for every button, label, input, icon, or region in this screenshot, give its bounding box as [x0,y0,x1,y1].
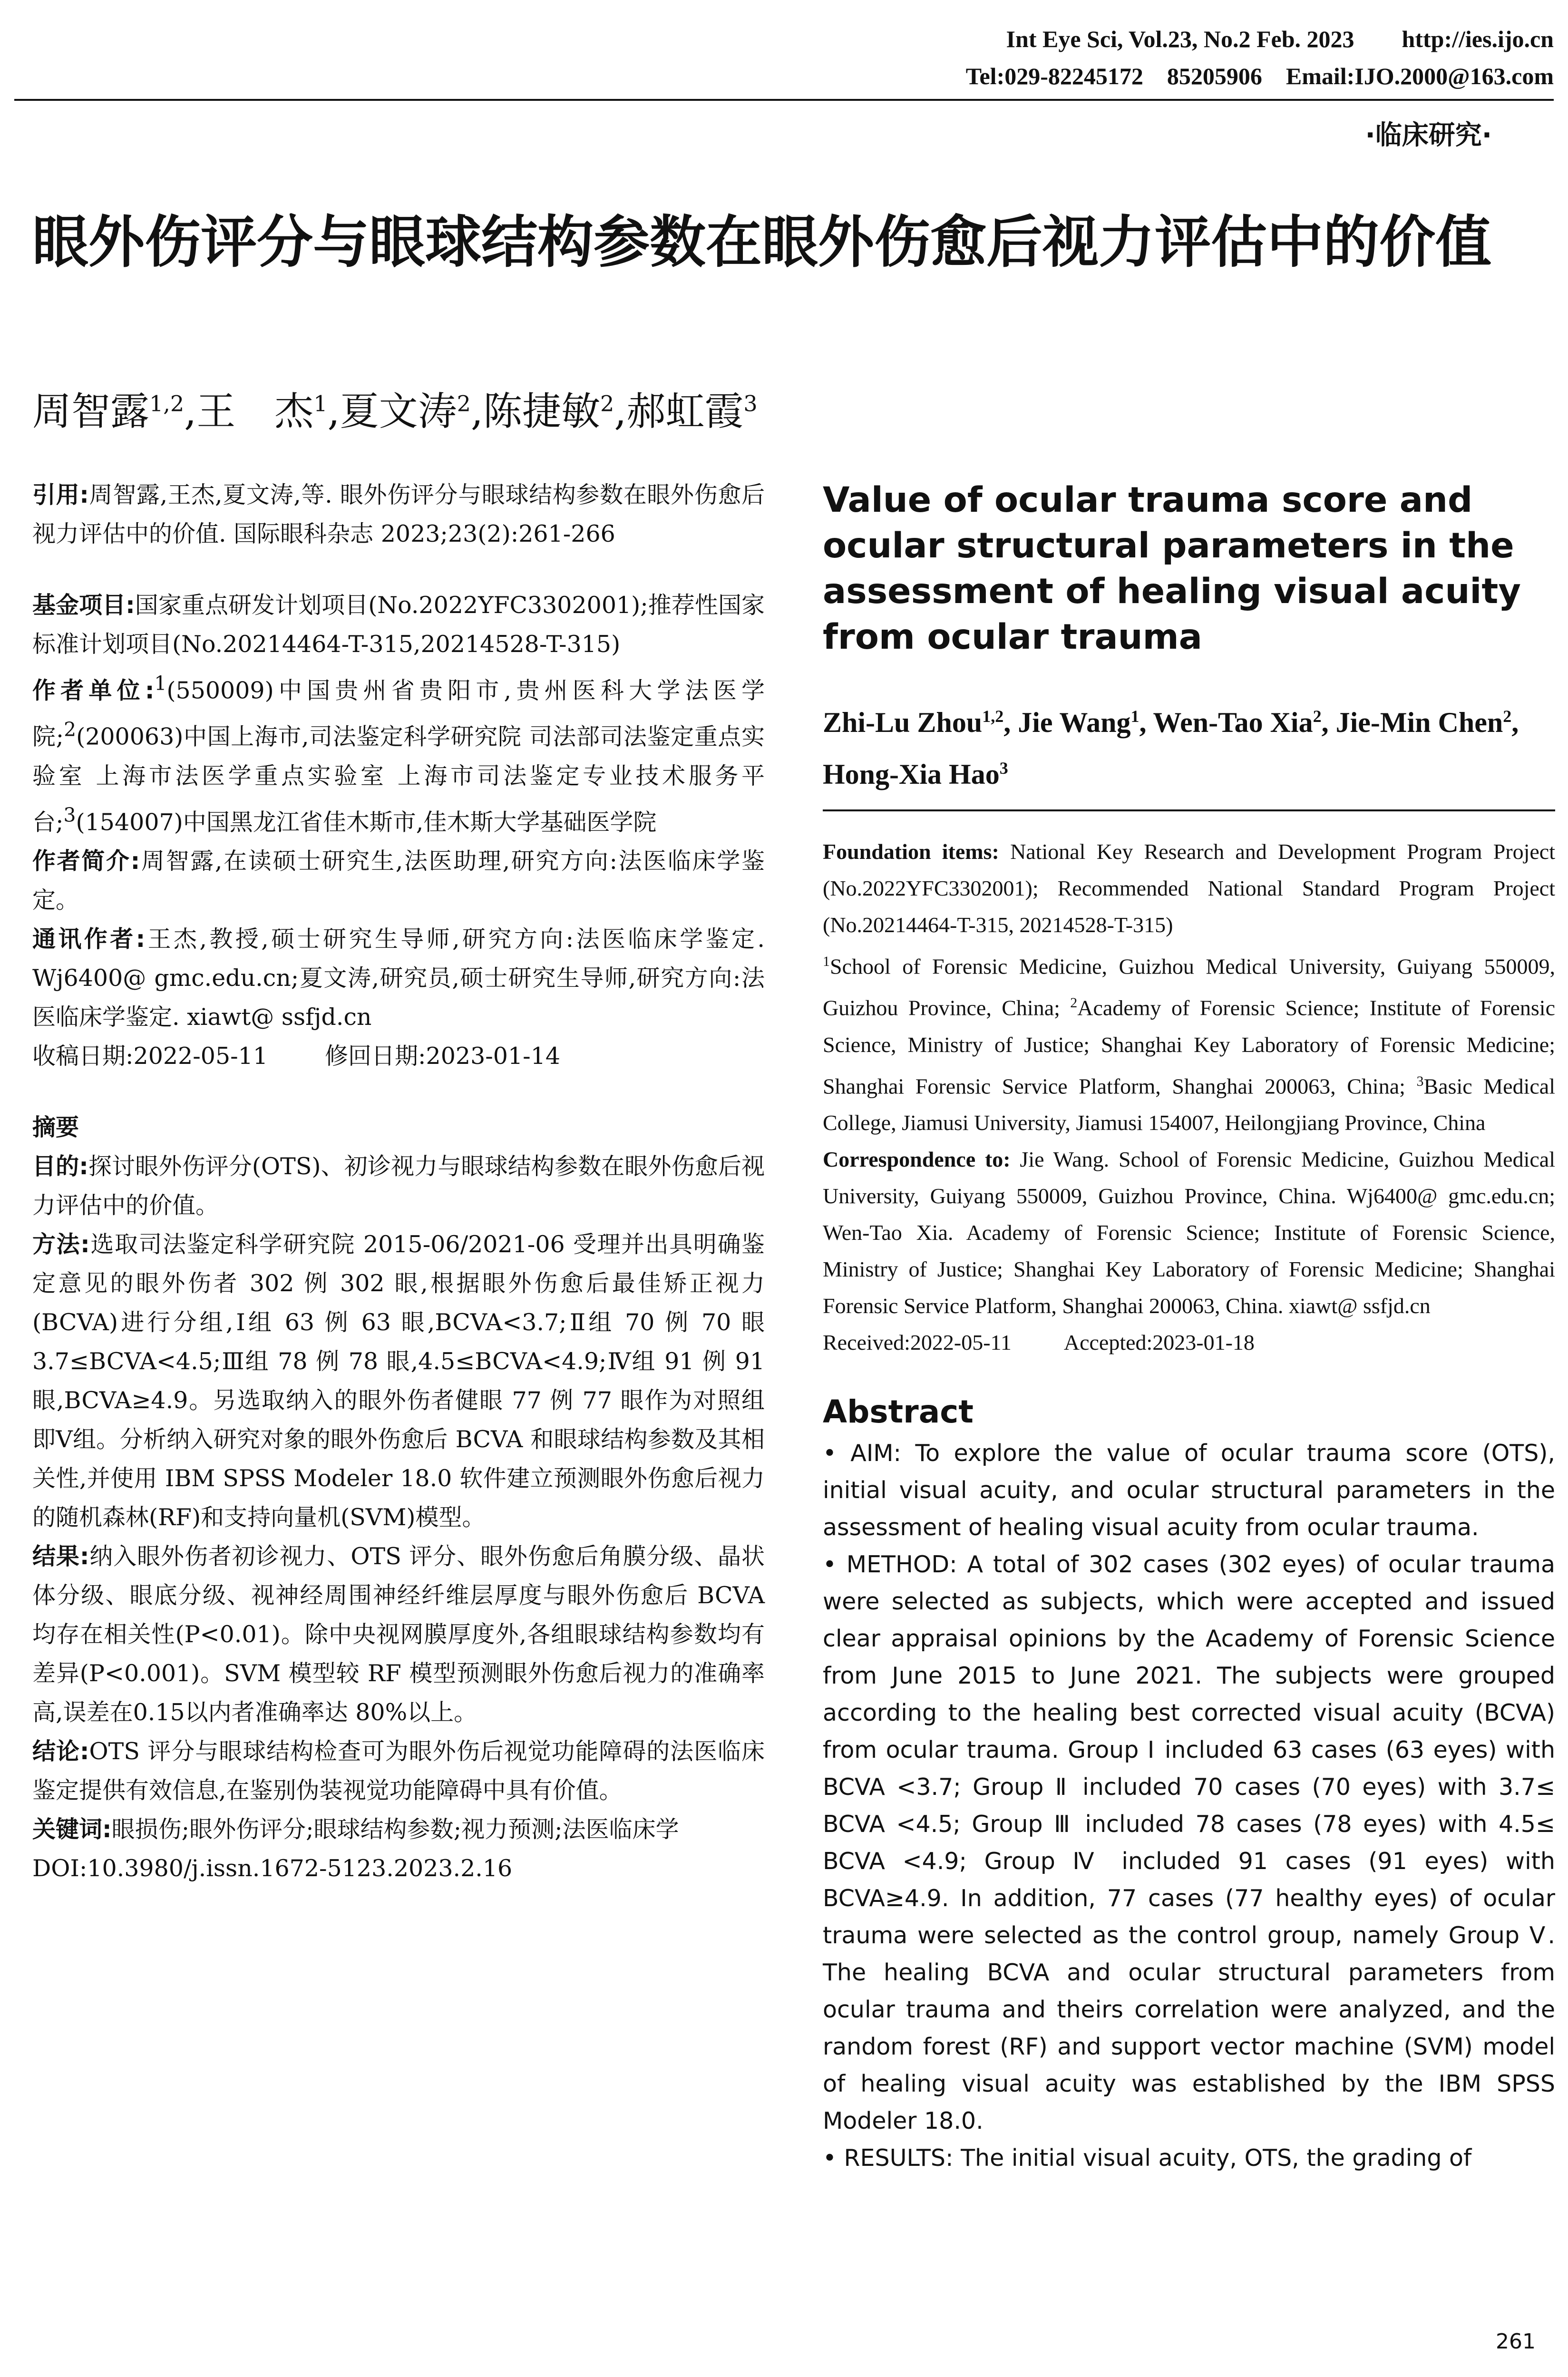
author-affiliation: 2 [1503,707,1512,726]
fund-label: 基金项目: [32,592,135,619]
keywords-label: 关键词: [32,1815,112,1843]
author-name: Jie-Min Chen [1335,707,1503,738]
foundation-text: National Key Research and Development Program Project (No.2022YFC3302001); Recommended National Standard Program Project (No.20214464-T-315, 20214528-T-315) [823,839,1555,937]
aff-text: School of Forensic Medicine, Guizhou Medical University, Guiyang 550009, Guizhou Province, China; [823,954,1555,1020]
author-affiliation: 1 [313,390,328,417]
unit-sup: 3 [63,803,76,827]
en-dates [823,1324,1555,1361]
author-affiliation: 3 [743,390,758,417]
aff-text: Academy of Forensic Science; Institute of Forensic Science, Ministry of Justice; Shanghai Key Laboratory of Forensic Medicine; Shanghai Forensic Service Platform, Shanghai 200063, China; [823,995,1555,1098]
author-name: Jie Wang [1018,707,1131,738]
author-affiliation: 2 [600,390,614,417]
english-author-list: Zhi-Lu Zhou$^{1,2}$, Jie Wang$^1$, Wen-Tao Xia$^2$, Jie-Min Chen$^2$, Hong-Xia Hao$^3$ [823,707,1519,790]
result-label: 结果: [32,1542,89,1570]
method-text: 选取司法鉴定科学研究院 2015-06/2021-06 受理并出具明确鉴定意见的眼外伤者 302 例 302 眼,根据眼外伤愈后最佳矫正视力(BCVA)进行分组,Ⅰ组 63 例 63 眼,BCVA<3.7;Ⅱ组 70 例 70 眼 3.7≤BCVA<4.5;Ⅲ组 78 例 78 眼,4.5≤BCVA<4.9;Ⅳ组 91 例 91 眼,BCVA≥4.9。另选取纳入的眼外伤者健眼 77 例 77 眼作为对照组即Ⅴ组。分析纳入研究对象的眼外伤愈后 BCVA 和眼球结构参数及其相关性,并使用 IBM SPSS Modeler 18.0 软件建立预测眼外伤愈后视力的随机森林(RF)和支持向量机(SVM)模型。 [32,1230,765,1531]
section-label: ·临床研究· [1365,120,1492,151]
author-name: 陈捷敏 [483,389,601,434]
unit-text: (200063)中国上海市,司法鉴定科学研究院 司法部司法鉴定重点实验室 上海市法医学重点实验室 上海市司法鉴定专业技术服务平台; [32,723,765,836]
author-affiliation: 3 [999,759,1008,778]
correspondence-text: Jie Wang. School of Forensic Medicine, Guizhou Medical University, Guiyang 550009, Guizhou Province, China. Wj6400@ gmc.edu.cn; Wen-Tao Xia. Academy of Forensic Science; Institute of Forensic Science, Ministry of Justice; Shanghai Key Laboratory of Forensic Medicine; Shanghai Forensic Service Platform, Shanghai 200063, China. xiawt@ ssfjd.cn [823,1147,1555,1318]
right-column [823,476,1555,2177]
unit-block [32,664,765,842]
author-list: 周智露$^{1,2}$,王 杰$^1$,夏文涛$^2$,陈捷敏$^2$,郝虹霞$^3$ [32,389,758,434]
author-affiliation: 2 [1313,707,1322,726]
aim-label: 目的: [32,1152,88,1180]
revised-label: 修回日期: [325,1042,426,1070]
english-title: Value of ocular trauma score and ocular structural parameters in the assessment of healing visual acuity from ocular trauma [823,480,1521,657]
author-name: Hong-Xia Hao [823,759,1000,790]
citation-label: 引用: [32,481,89,508]
author-affiliation: 1,2 [982,707,1004,726]
unit-sup: 2 [64,718,77,741]
correspondence-block [823,1141,1555,1324]
fund-text: 国家重点研发计划项目(No.2022YFC3302001);推荐性国家标准计划项目(No.20214464-T-315,20214528-T-315) [32,592,765,658]
author-name: 周智露 [32,389,150,434]
foundation-label: Foundation items: [823,839,999,864]
keywords-text: 眼损伤;眼外伤评分;眼球结构参数;视力预测;法医临床学 [111,1815,679,1843]
citation-text: 周智露,王杰,夏文涛,等. 眼外伤评分与眼球结构参数在眼外伤愈后视力评估中的价值. 国际眼科杂志 2023;23(2):261-266 [32,481,765,547]
abstract-heading-cn: 摘要 [32,1113,79,1141]
abstract-method: • METHOD: A total of 302 cases (302 eyes) of ocular trauma were selected as subjects, which were accepted and issued clear appraisal opinions by the Academy of Forensic Science from June 2015 to June 2021. The subjects were grouped according to the healing best corrected visual acuity (BCVA) from ocular trauma. Group Ⅰ included 63 cases (63 eyes) with BCVA <3.7; Group Ⅱ included 70 cases (70 eyes) with 3.7≤ BCVA <4.5; Group Ⅲ included 78 cases (78 eyes) with 4.5≤ BCVA <4.9; Group Ⅳ included 91 cases (91 eyes) with BCVA≥4.9. In addition, 77 cases (77 healthy eyes) of ocular trauma were selected as the control group, namely Group Ⅴ. The healing BCVA and ocular structural parameters from ocular trauma and theirs correlation were analyzed, and the random forest (RF) and support vector machine (SVM) model of healing visual acuity was established by the IBM SPSS Modeler 18.0. [823,1550,1555,2134]
received-date: Received:2022-05-11 [823,1330,1012,1354]
author-name: Wen-Tao Xia [1153,707,1313,738]
abstract-heading: Abstract [823,1393,974,1430]
foundation-block [823,833,1555,943]
unit-text: (550009)中国贵州省贵阳市,贵州医科大学法医学院; [32,677,765,750]
page-number: 261 [1496,2329,1536,2354]
unit-text: (154007)中国黑龙江省佳木斯市,佳木斯大学基础医学院 [76,808,657,836]
result-text: 纳入眼外伤者初诊视力、OTS 评分、眼外伤愈后角膜分级、晶状体分级、眼底分级、视神经周围神经纤维层厚度与眼外伤愈后 BCVA 均存在相关性(P<0.01)。除中央视网膜厚度外,各组眼球结构参数均有差异(P<0.001)。SVM 模型较 RF 模型预测眼外伤愈后视力的准确率高,误差在0.15以内者准确率达 80%以上。 [32,1542,765,1726]
fund-block [32,586,765,664]
aff-sup: 1 [823,954,830,969]
correspondence-label: Correspondence to: [823,1147,1011,1171]
result-block [32,1537,765,1732]
received-date: 2022-05-11 [133,1042,268,1070]
keywords-block [32,1810,765,1849]
affiliation-block [823,943,1555,1141]
aff-text: Basic Medical College, Jiamusi University, Jiamusi 154007, Heilongjiang Province, China [823,1073,1555,1135]
author-affiliation: 2 [457,390,471,417]
aim-text: 探讨眼外伤评分(OTS)、初诊视力与眼球结构参数在眼外伤愈后视力评估中的价值。 [32,1152,765,1219]
article-title: 眼外伤评分与眼球结构参数在眼外伤愈后视力评估中的价值 [32,209,1492,275]
author-name: 郝虹霞 [626,389,744,434]
abstract-aim: • AIM: To explore the value of ocular trauma score (OTS), initial visual acuity, and ocular structural parameters in the assessment of healing visual acuity from ocular trauma. [823,1439,1555,1541]
citation-block [32,476,765,554]
aim-block [32,1147,765,1225]
author-name: 夏文涛 [340,389,457,434]
dates-block [32,1037,765,1076]
journal-header: Int Eye Sci, Vol.23, No.2 Feb. 2023 http://ies.ijo.cn [1006,26,1554,52]
corr-text: 王杰,教授,硕士研究生导师,研究方向:法医临床学鉴定. Wj6400@ gmc.edu.cn;夏文涛,研究员,硕士研究生导师,研究方向:法医临床学鉴定. xiawt@ ssfjd.cn [32,925,765,1031]
conclusion-text: OTS 评分与眼球结构检查可为眼外伤后视觉功能障碍的法医临床鉴定提供有效信息,在鉴别伪装视觉功能障碍中具有价值。 [32,1737,765,1804]
received-label: 收稿日期: [32,1042,134,1070]
contact-header: Tel:029-82245172 85205906 Email:IJO.2000@163.com [965,63,1554,89]
unit-label: 作者单位: [32,677,155,704]
section-rule [823,809,1555,811]
bio-block [32,842,765,920]
header-rule [14,99,1554,101]
author-affiliation: 1 [1130,707,1139,726]
doi: DOI:10.3980/j.issn.1672-5123.2023.2.16 [32,1854,513,1882]
accepted-date: Accepted:2023-01-18 [1063,1330,1255,1354]
abstract-results: • RESULTS: The initial visual acuity, OTS, the grading of [823,2144,1472,2172]
bio-label: 作者简介: [32,847,140,875]
revised-date: 2023-01-14 [426,1042,561,1070]
aff-sup: 3 [1416,1073,1424,1089]
unit-sup: 1 [154,672,167,695]
author-name: Zhi-Lu Zhou [823,707,983,738]
conclusion-label: 结论: [32,1737,89,1765]
bio-text: 周智露,在读硕士研究生,法医助理,研究方向:法医临床学鉴定。 [32,847,765,914]
corr-block [32,920,765,1037]
method-block [32,1225,765,1537]
author-affiliation: 1,2 [149,390,185,417]
aff-sup: 2 [1070,995,1078,1011]
author-name: 王 杰 [196,389,314,434]
left-column [32,476,765,1888]
method-label: 方法: [32,1230,90,1258]
conclusion-block [32,1732,765,1810]
corr-label: 通讯作者: [32,925,146,953]
